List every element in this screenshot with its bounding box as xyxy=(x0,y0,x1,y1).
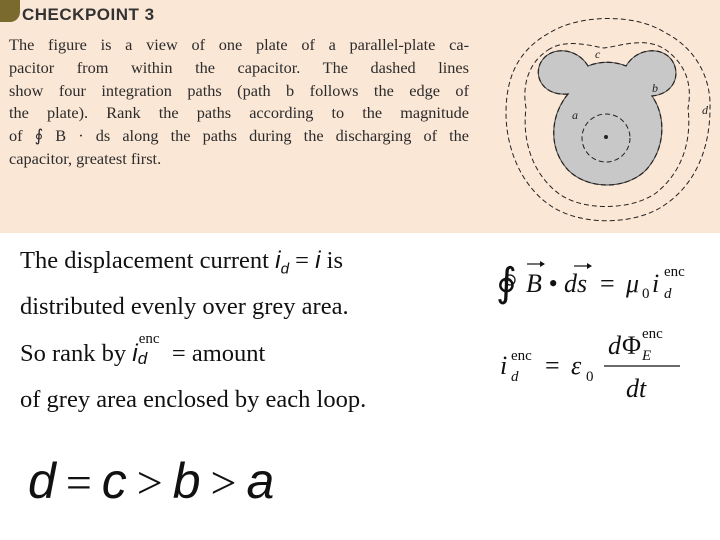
superscript-enc: enc xyxy=(138,331,160,347)
label-a: a xyxy=(572,108,578,122)
text: So rank by xyxy=(20,340,127,367)
ampere-i: i xyxy=(652,269,660,298)
question-line: capacitor, greatest first. xyxy=(9,148,162,168)
question-line: show four integration paths (path b follows the edge of xyxy=(9,80,469,100)
epsilon: ε xyxy=(571,351,582,380)
label-d: d xyxy=(702,103,708,117)
var-i: i xyxy=(315,247,321,274)
contour-integral: ∮ xyxy=(496,260,517,305)
rank-term: c xyxy=(101,453,127,509)
capacitor-plate-figure xyxy=(496,8,718,233)
ranking-result xyxy=(28,452,274,510)
mu: μ xyxy=(626,269,640,298)
rank-op: > xyxy=(136,457,163,508)
ampere-equation xyxy=(496,260,685,305)
rank-term: d xyxy=(28,453,56,509)
checkpoint-panel xyxy=(0,0,720,233)
explanation-line-4: of grey area enclosed by each loop. xyxy=(20,386,367,413)
equals-sign: = xyxy=(295,247,309,274)
question-line: pacitor from within the capacitor. The dashed lines xyxy=(9,57,469,77)
subscript-d: d xyxy=(280,260,290,278)
checkpoint-question xyxy=(9,34,469,171)
rank-term: a xyxy=(246,453,275,509)
phi-sub: E xyxy=(642,348,652,364)
rank-op: = xyxy=(65,457,92,508)
mu-sub: 0 xyxy=(642,286,650,302)
flux-i-sup: enc xyxy=(511,348,532,364)
var-i: i xyxy=(275,247,281,274)
sup-sub-group xyxy=(137,331,166,368)
text: The displacement current xyxy=(20,247,269,274)
ampere-i-sup: enc xyxy=(664,264,685,280)
var-i: i xyxy=(132,340,138,367)
ampere-i-sub: d xyxy=(664,286,672,302)
epsilon-sub: 0 xyxy=(586,369,594,385)
explanation-line-1 xyxy=(20,247,343,277)
question-line: of ∮ B · ds along the paths during the discharging of the xyxy=(9,126,469,146)
subscript-d: d xyxy=(137,349,148,368)
question-line: The figure is a view of one plate of a parallel-plate ca- xyxy=(9,35,469,54)
checkpoint-title: CHECKPOINT 3 xyxy=(22,5,155,24)
checkpoint-corner-mark xyxy=(0,0,20,22)
flux-i: i xyxy=(500,351,508,380)
text: is xyxy=(326,247,344,274)
rank-op: > xyxy=(210,457,237,508)
ampere-lhs: B • ds xyxy=(526,269,588,298)
label-c: c xyxy=(595,47,601,61)
rank-term: b xyxy=(172,453,201,509)
numerator-phi: Φ xyxy=(622,331,642,360)
label-b: b xyxy=(652,81,658,95)
ampere-equals: = xyxy=(600,269,615,298)
numerator-d: d xyxy=(608,331,621,360)
text: = amount xyxy=(171,340,266,367)
phi-sup: enc xyxy=(642,326,663,342)
capacitor-plate xyxy=(538,51,676,185)
denominator-dt: dt xyxy=(626,374,647,403)
vector-arrow-s-head xyxy=(587,263,592,269)
question-line: the plate). Rank the paths according to the magnitude xyxy=(9,103,469,123)
vector-arrow-B-head xyxy=(540,261,545,267)
flux-equals: = xyxy=(545,351,560,380)
path-a-center-dot xyxy=(604,135,608,139)
flux-i-sub: d xyxy=(511,369,519,385)
explanation-line-3 xyxy=(20,331,266,368)
equations-block xyxy=(490,250,718,410)
flux-equation xyxy=(500,326,680,403)
explanation-line-2: distributed evenly over grey area. xyxy=(20,293,349,320)
